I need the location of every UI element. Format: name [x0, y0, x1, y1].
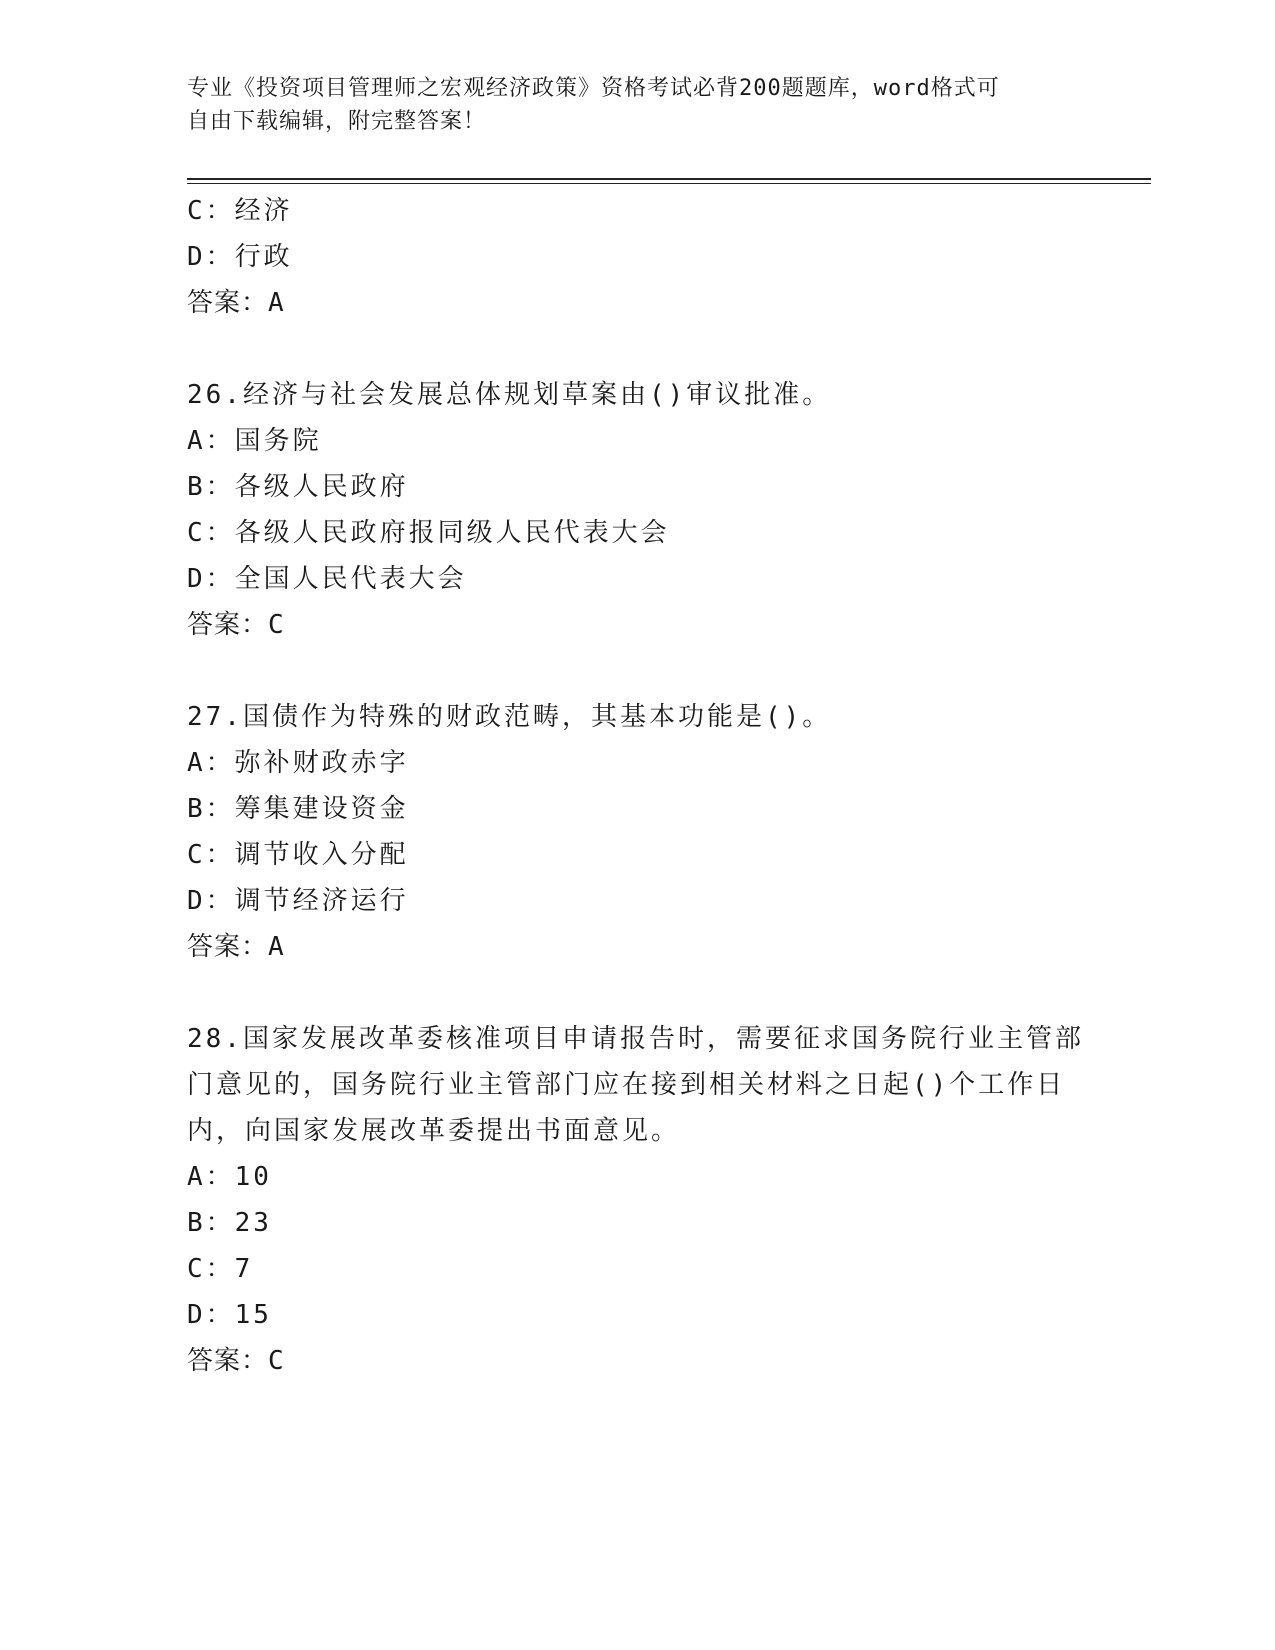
option-d — [187, 556, 1087, 602]
option-text: 15 — [234, 1300, 272, 1330]
spacer — [187, 970, 1087, 1016]
option-c — [187, 510, 1087, 556]
option-text: 经济 — [234, 196, 293, 226]
option-text: 各级人民政府 — [234, 472, 409, 502]
option-letter: B： — [187, 472, 235, 502]
option-letter: D： — [187, 1300, 235, 1330]
option-text: 行政 — [234, 242, 293, 272]
option-letter: A： — [187, 1162, 235, 1192]
question-28 — [187, 1016, 1087, 1384]
option-letter: B： — [187, 1208, 235, 1238]
option-letter: C： — [187, 518, 235, 548]
question-stem: 27.国债作为特殊的财政范畴，其基本功能是()。 — [187, 702, 832, 732]
option-a — [187, 418, 1087, 464]
question-stem-line-2: 门意见的，国务院行业主管部门应在接到相关材料之日起()个工作日 — [187, 1070, 1066, 1100]
question-27 — [187, 694, 1087, 970]
option-text: 10 — [234, 1162, 272, 1192]
header-line-2: 自由下载编辑，附完整答案！ — [187, 109, 487, 134]
answer: 答案：C — [187, 1346, 285, 1376]
option-text: 筹集建设资金 — [234, 794, 409, 824]
option-letter: C： — [187, 196, 235, 226]
option-letter: B： — [187, 794, 235, 824]
option-text: 调节经济运行 — [234, 886, 409, 916]
option-text: 7 — [234, 1254, 254, 1284]
option-letter: D： — [187, 242, 235, 272]
header-divider-thin — [187, 183, 1151, 184]
option-text: 各级人民政府报同级人民代表大会 — [234, 518, 670, 548]
option-b — [187, 786, 1087, 832]
spacer — [187, 326, 1087, 372]
question-stem-line-3: 内，向国家发展改革委提出书面意见。 — [187, 1116, 681, 1146]
option-c — [187, 832, 1087, 878]
option-c — [187, 1246, 1087, 1292]
option-letter: A： — [187, 748, 235, 778]
option-c — [187, 188, 1087, 234]
option-text: 23 — [234, 1208, 272, 1238]
header-line-1: 专业《投资项目管理师之宏观经济政策》资格考试必背200题题库，word格式可 — [187, 76, 1000, 101]
option-text: 调节收入分配 — [234, 840, 409, 870]
option-text: 国务院 — [234, 426, 322, 456]
option-d — [187, 234, 1087, 280]
answer: 答案：A — [187, 932, 285, 962]
option-d — [187, 878, 1087, 924]
option-letter: C： — [187, 1254, 235, 1284]
question-stem-line-1: 28.国家发展改革委核准项目申请报告时，需要征求国务院行业主管部 — [187, 1024, 1084, 1054]
option-b — [187, 464, 1087, 510]
spacer — [187, 648, 1087, 694]
question-stem: 26.经济与社会发展总体规划草案由()审议批准。 — [187, 380, 832, 410]
option-a — [187, 740, 1087, 786]
option-letter: D： — [187, 564, 235, 594]
document-header — [187, 72, 1067, 138]
option-a — [187, 1154, 1087, 1200]
option-letter: D： — [187, 886, 235, 916]
option-letter: A： — [187, 426, 235, 456]
answer: 答案：C — [187, 610, 285, 640]
question-26 — [187, 372, 1087, 648]
option-text: 弥补财政赤字 — [234, 748, 409, 778]
prev-question — [187, 188, 1087, 326]
option-b — [187, 1200, 1087, 1246]
option-letter: C： — [187, 840, 235, 870]
option-d — [187, 1292, 1087, 1338]
header-divider-thick — [187, 178, 1151, 180]
document-body — [187, 188, 1087, 1384]
answer: 答案：A — [187, 288, 285, 318]
option-text: 全国人民代表大会 — [234, 564, 467, 594]
